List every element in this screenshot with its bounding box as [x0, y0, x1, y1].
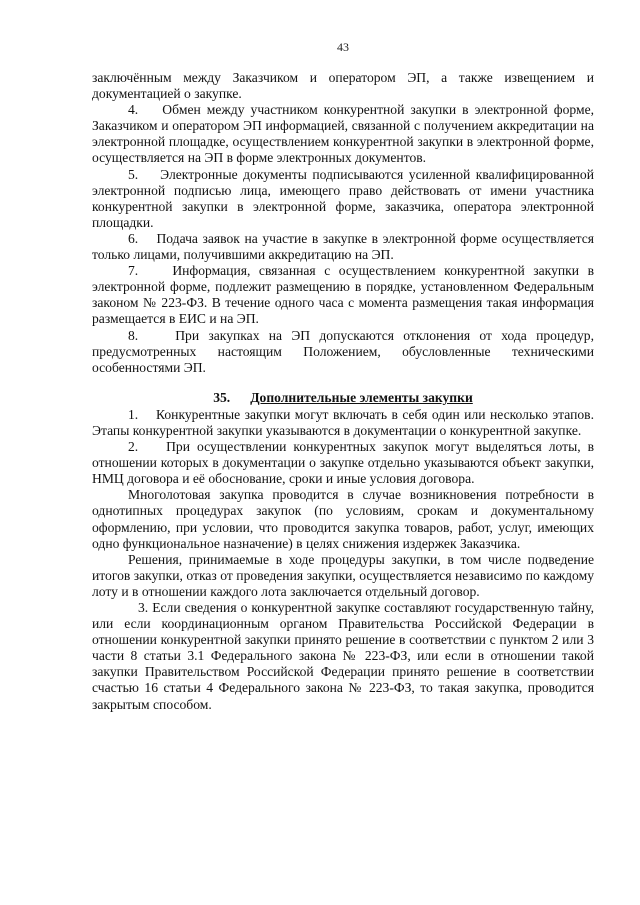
section-number: 35. [213, 389, 231, 405]
paragraph: 1. Конкурентные закупки могут включать в себя один или несколько этапов. Этапы конкурентной закупки указываются в документации о конкурентной закупке. [92, 406, 594, 438]
document-page [92, 40, 594, 880]
paragraph: Многолотовая закупка проводится в случае возникновения потребности в однотипных процедурах закупок (по условиям, срокам и документальному оформлению, при условии, что проводится закупка товаров, работ, услуг, имеющих одно функциональное назначение) в целях снижения издержек Заказчика. [92, 487, 594, 551]
paragraphs-before [92, 70, 594, 376]
section-heading [92, 390, 594, 406]
paragraph: 6. Подача заявок на участие в закупке в электронной форме осуществляется только лицами, получившими аккредитацию на ЭП. [92, 230, 594, 263]
paragraph: 4. Обмен между участником конкурентной закупки в электронной форме, Заказчиком и оператором ЭП информацией, связанной с получением аккредитации на электронной площадке, осуществлением конкурентной закупки в электронной форме, осуществляется на ЭП в форме электронных документов. [92, 102, 594, 166]
paragraphs-after [92, 407, 594, 713]
paragraph: 5. Электронные документы подписываются усиленной квалифицированной электронной подписью лица, имеющего право действовать от имени участника конкурентной закупки в электронной форме, заказчика, оператора электронной площадки. [92, 166, 594, 230]
paragraph: 8. При закупках на ЭП допускаются отклонения от хода процедур, предусмотренных настоящим Положением, обусловленные техническими особенностями ЭП. [92, 327, 594, 375]
paragraph: заключённым между Заказчиком и оператором ЭП, а также извещением и документацией о закупке. [92, 70, 594, 102]
paragraph: 3. Если сведения о конкурентной закупке составляют государственную тайну, или если координационным органом Правительства Российской Федерации в отношении конкурентной закупки принято решение в соответствии с пунктом 2 или 3 части 8 статьи 3.1 Федерального закона № 223-ФЗ, или если в отношении такой закупки Правительством Российской Федерации принято решение в соответствии счастью 16 статьи 4 Федерального закона № 223-ФЗ, то такая закупка, проводится закрытым способом. [92, 600, 594, 712]
paragraph: 2. При осуществлении конкурентных закупок могут выделяться лоты, в отношении которых в документации о закупке отдельно указываются объект закупки, НМЦ договора и её обоснование, сроки и иные условия договора. [92, 439, 594, 487]
paragraph: 7. Информация, связанная с осуществлением конкурентной закупки в электронной форме, подлежит размещению в порядке, установленном Федеральным законом № 223-ФЗ. В течение одного часа с момента размещения такая информация размещается в ЕИС и на ЭП. [92, 263, 594, 327]
paragraph: Решения, принимаемые в ходе процедуры закупки, в том числе подведение итогов закупки, отказ от проведения закупки, осуществляется независимо по каждому лоту и в отношении каждого лота заключается отдельный договор. [92, 551, 594, 599]
page-number: 43 [337, 40, 349, 54]
section-title: Дополнительные элементы закупки [250, 389, 473, 405]
